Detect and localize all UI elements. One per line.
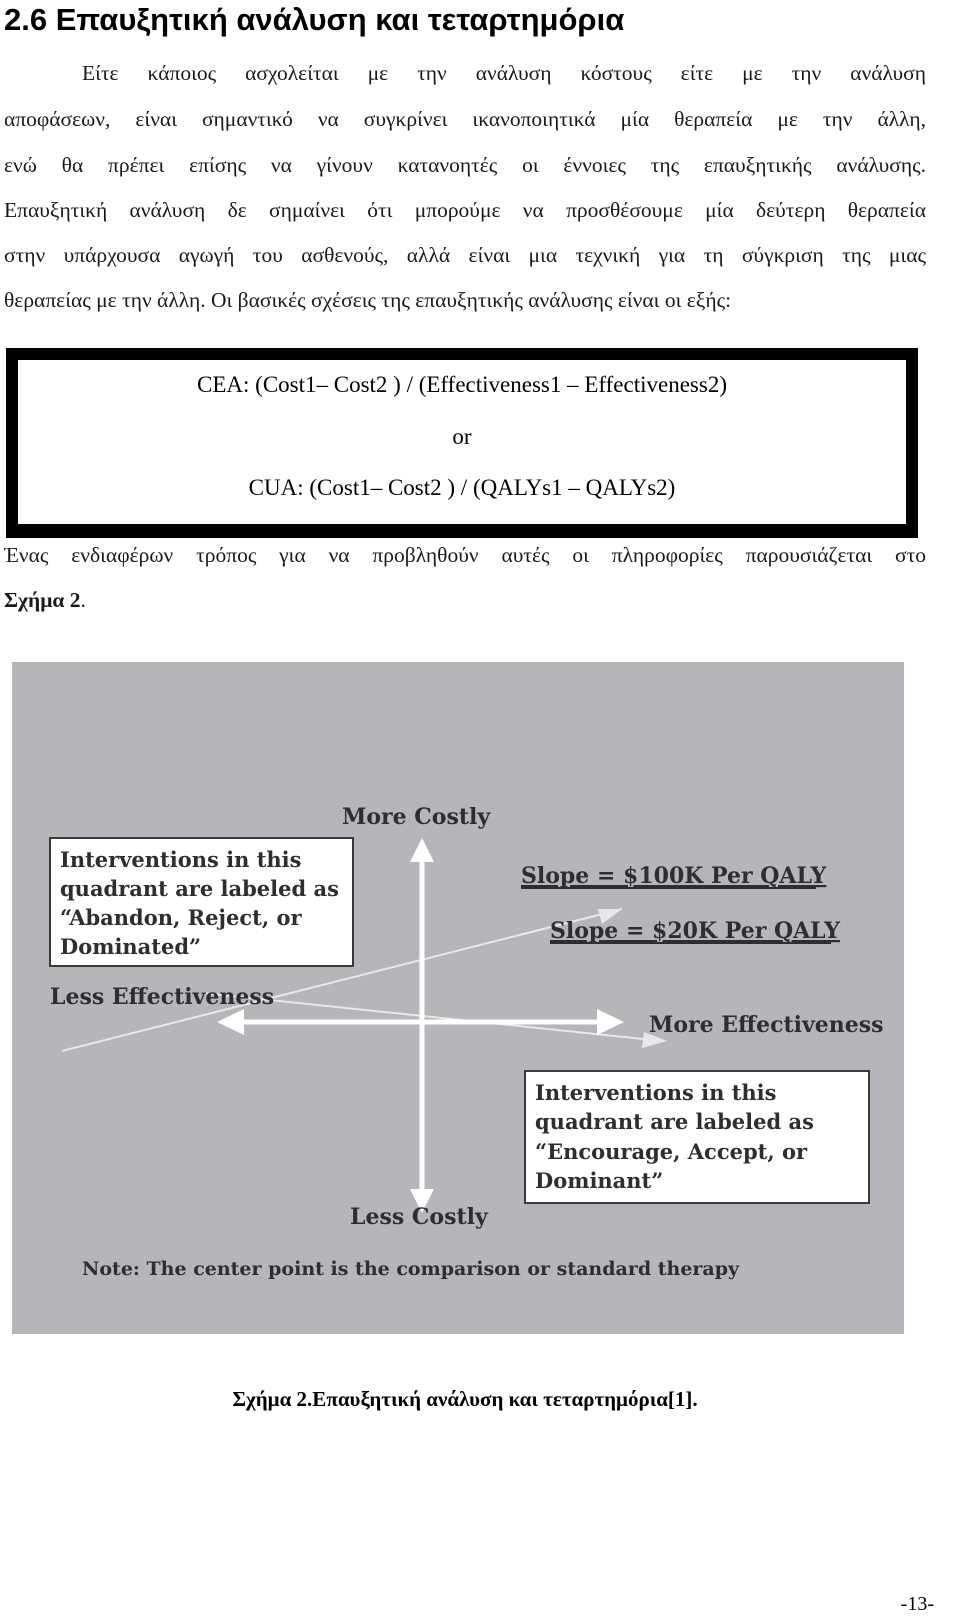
page-number: -13- xyxy=(900,1593,934,1615)
section-heading: 2.6 Επαυξητική ανάλυση και τεταρτημόρια xyxy=(4,2,625,37)
box-bottom-right-line: Interventions in this xyxy=(535,1080,777,1105)
cua-formula: CUA: (Cost1– Cost2 ) / (QALYs1 – QALYs2) xyxy=(248,475,676,500)
formula-or: or xyxy=(452,424,472,449)
slope-20k-label: Slope = $20K Per QALY xyxy=(550,918,840,944)
figure-caption: Σχήμα 2.Επαυξητική ανάλυση και τεταρτημόρια[1]. xyxy=(232,1387,698,1411)
paragraph-line: Είτε κάποιος ασχολείται με την ανάλυση κόστους είτε με την ανάλυση xyxy=(82,61,926,85)
box-top-left-line: “Abandon, Reject, or xyxy=(60,905,302,930)
figure-note: Note: The center point is the comparison or standard therapy xyxy=(82,1258,740,1280)
formula-box xyxy=(6,348,918,538)
more-effectiveness-label: More Effectiveness xyxy=(649,1012,884,1038)
box-top-left-line: Interventions in this xyxy=(60,847,302,872)
paragraph-line: αποφάσεων, είναι σημαντικό να συγκρίνει ικανοποιητικά μία θεραπεία με την άλλη, xyxy=(4,107,926,131)
period: . xyxy=(80,588,86,612)
paragraph-line: θεραπείας με την άλλη. Οι βασικές σχέσεις της επαυξητικής ανάλυσης είναι οι εξής: xyxy=(4,288,732,312)
more-costly-label: More Costly xyxy=(342,804,491,830)
paragraph-line: Επαυξητική ανάλυση δε σημαίνει ότι μπορούμε να προσθέσουμε μία δεύτερη θεραπεία xyxy=(4,198,926,222)
box-top-left-line: quadrant are labeled as xyxy=(60,876,339,901)
paragraph-line xyxy=(4,585,926,615)
slope-100k-label: Slope = $100K Per QALY xyxy=(521,863,827,889)
box-bottom-right-line: quadrant are labeled as xyxy=(535,1109,814,1134)
box-bottom-right xyxy=(525,1071,869,1203)
paragraph-line: στην υπάρχουσα αγωγή του ασθενούς, αλλά είναι μια τεχνική για τη σύγκριση της μιας xyxy=(4,243,926,267)
box-top-left xyxy=(50,838,353,966)
box-bottom-right-line: “Encourage, Accept, or xyxy=(535,1139,808,1164)
incremental-analysis-figure xyxy=(12,662,904,1334)
box-top-left-line: Dominated” xyxy=(60,934,202,959)
cea-formula: CEA: (Cost1– Cost2 ) / (Effectiveness1 – Effectiveness2) xyxy=(197,372,727,397)
paragraph-line: Ένας ενδιαφέρων τρόπος για να προβληθούν αυτές οι πληροφορίες παρουσιάζεται στο xyxy=(4,543,926,567)
less-effectiveness-label: Less Effectiveness xyxy=(50,984,275,1010)
formula-box-inner xyxy=(16,358,908,526)
figure-reference: Σχήμα 2 xyxy=(4,588,81,612)
box-bottom-right-line: Dominant” xyxy=(535,1168,664,1193)
less-costly-label: Less Costly xyxy=(350,1204,488,1230)
paragraph-line: ενώ θα πρέπει επίσης να γίνουν κατανοητές οι έννοιες της επαυξητικής ανάλυσης. xyxy=(4,153,926,177)
